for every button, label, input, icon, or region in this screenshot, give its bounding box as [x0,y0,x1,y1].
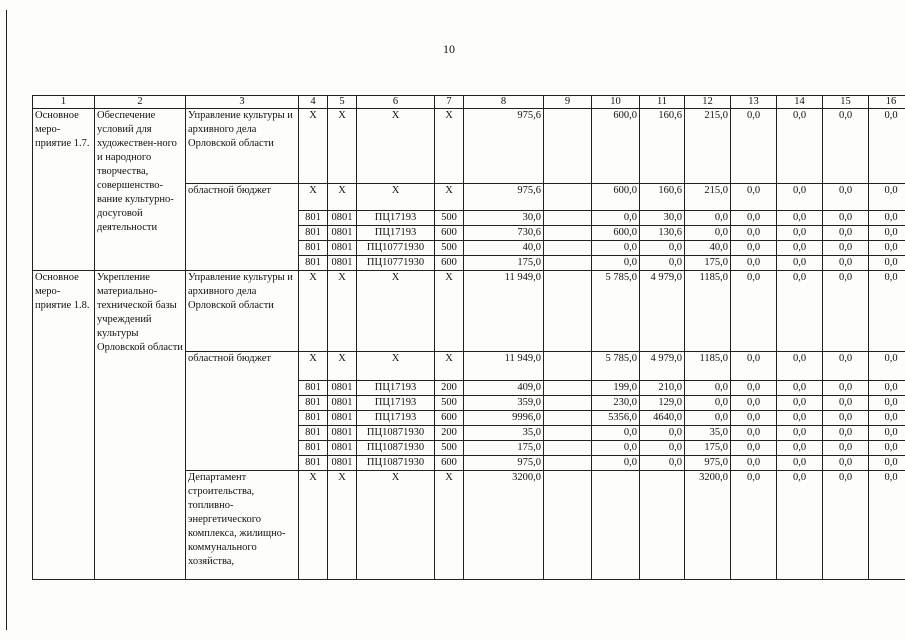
table-cell: 5356,0 [592,411,640,426]
table-cell: 215,0 [685,109,731,184]
table-cell: 801 [299,226,328,241]
table-cell: 0,0 [869,456,905,471]
table-cell: 3200,0 [685,471,731,580]
executor-name: Управление культуры и архивного дела Орловской области [186,271,299,352]
table-cell: X [357,352,435,381]
table-cell: 0801 [328,381,357,396]
activity-description: Укрепление материально-технической базы учреждений культуры Орловской области [95,271,186,580]
table-cell: 0,0 [823,441,869,456]
table-cell: 35,0 [464,426,544,441]
table-cell: 130,6 [640,226,685,241]
table-cell: 0,0 [731,381,777,396]
table-cell: 230,0 [592,396,640,411]
table-cell: 0,0 [823,396,869,411]
table-cell: X [328,471,357,580]
budget-table [32,95,905,580]
table-cell: 4 979,0 [640,271,685,352]
table-cell: 0,0 [731,471,777,580]
table-cell: 4640,0 [640,411,685,426]
column-number: 9 [544,96,592,109]
table-cell: 0,0 [640,241,685,256]
table-cell: 0,0 [823,211,869,226]
table-cell: 40,0 [685,241,731,256]
table-cell: 975,0 [464,456,544,471]
table-cell: 0,0 [731,456,777,471]
table-cell: ПЦ17193 [357,411,435,426]
table-cell: X [357,471,435,580]
executor-name: Департамент строительства, топливно-энергетического комплекса, жилищно-коммунального хозяйства, [186,471,299,580]
table-cell: X [328,109,357,184]
table-cell [544,456,592,471]
table-cell: ПЦ10871930 [357,426,435,441]
table-cell: 30,0 [464,211,544,226]
table-cell: 200 [435,426,464,441]
activity-label: Основное меро-приятие 1.8. [33,271,95,580]
table-cell: ПЦ17193 [357,381,435,396]
table-cell: ПЦ17193 [357,226,435,241]
table-cell: X [435,271,464,352]
table-cell: 11 949,0 [464,271,544,352]
table-cell: 0801 [328,441,357,456]
table-cell: 175,0 [464,441,544,456]
table-cell: 0,0 [592,241,640,256]
table-cell: 600 [435,226,464,241]
table-cell: 0,0 [592,211,640,226]
table-cell: 0,0 [731,271,777,352]
table-cell: 0,0 [869,426,905,441]
table-cell: 0,0 [869,352,905,381]
table-cell: 0,0 [777,184,823,211]
column-number: 3 [186,96,299,109]
table-cell: 0,0 [685,411,731,426]
table-cell: 160,6 [640,184,685,211]
table-cell: 801 [299,241,328,256]
table-cell: 0,0 [777,426,823,441]
table-cell: 0,0 [869,211,905,226]
table-cell: 0,0 [869,226,905,241]
column-number: 13 [731,96,777,109]
table-cell: ПЦ10871930 [357,456,435,471]
table-cell: X [357,271,435,352]
table-cell: 359,0 [464,396,544,411]
column-number: 15 [823,96,869,109]
table-cell [544,471,592,580]
table-cell: 175,0 [685,256,731,271]
table-cell [544,381,592,396]
table-cell: 0,0 [869,381,905,396]
table-cell: 0,0 [731,441,777,456]
table-cell: ПЦ10771930 [357,241,435,256]
table-cell: 975,6 [464,109,544,184]
table-cell: 0,0 [823,426,869,441]
table-cell: 200 [435,381,464,396]
table-cell: 0,0 [592,456,640,471]
table-cell: X [357,184,435,211]
column-number: 14 [777,96,823,109]
table-cell: X [435,184,464,211]
table-cell: 11 949,0 [464,352,544,381]
table-cell: 409,0 [464,381,544,396]
table-cell: X [328,184,357,211]
table-cell: 0,0 [731,256,777,271]
table-cell: 9996,0 [464,411,544,426]
table-cell: 0,0 [869,411,905,426]
table-cell [544,426,592,441]
table-cell: 0,0 [685,211,731,226]
table-cell [544,441,592,456]
table-cell: 801 [299,411,328,426]
table-cell: 0,0 [823,456,869,471]
table-cell: 801 [299,256,328,271]
table-cell: 5 785,0 [592,352,640,381]
table-cell: 801 [299,381,328,396]
table-cell: 0801 [328,396,357,411]
table-cell: 600 [435,256,464,271]
table-cell: 0,0 [731,396,777,411]
table-cell: 0,0 [731,211,777,226]
table-cell: 0,0 [685,381,731,396]
table-cell: 975,6 [464,184,544,211]
table-cell: 0,0 [731,352,777,381]
table-cell: 0,0 [823,381,869,396]
page-edge-line [6,10,7,630]
budget-source: областной бюджет [186,184,299,271]
column-number: 7 [435,96,464,109]
table-cell: 0,0 [777,241,823,256]
column-number: 4 [299,96,328,109]
column-number: 12 [685,96,731,109]
table-cell: 0,0 [777,226,823,241]
table-cell: X [357,109,435,184]
table-cell: 0,0 [777,441,823,456]
table-cell: 210,0 [640,381,685,396]
table-cell: 0801 [328,226,357,241]
table-cell: 0,0 [592,256,640,271]
table-cell: 0,0 [777,396,823,411]
table-cell: ПЦ17193 [357,396,435,411]
table-cell [544,256,592,271]
column-number: 10 [592,96,640,109]
table-cell [592,471,640,580]
table-cell: 0,0 [869,271,905,352]
table-cell: 175,0 [685,441,731,456]
table-cell: 0,0 [777,271,823,352]
table-cell: 600,0 [592,109,640,184]
table-cell: 0,0 [731,184,777,211]
table-cell [544,109,592,184]
table-cell: ПЦ17193 [357,211,435,226]
table-cell: 600,0 [592,184,640,211]
table-cell [544,211,592,226]
table-cell: 0,0 [731,226,777,241]
column-number: 11 [640,96,685,109]
table-cell: 0,0 [823,352,869,381]
page-number: 10 [443,42,455,56]
table-cell: 0,0 [823,184,869,211]
table-cell: 500 [435,211,464,226]
table-cell: 0,0 [640,441,685,456]
table-cell: 0,0 [869,109,905,184]
column-number: 5 [328,96,357,109]
table-cell: 0,0 [777,381,823,396]
executor-name: Управление культуры и архивного дела Орловской области [186,109,299,184]
table-cell: 801 [299,211,328,226]
table-cell: 0,0 [823,471,869,580]
table-cell: 175,0 [464,256,544,271]
column-number: 8 [464,96,544,109]
table-cell: 500 [435,241,464,256]
activity-label: Основное меро-приятие 1.7. [33,109,95,271]
table-cell: 0,0 [777,256,823,271]
table-cell: X [299,271,328,352]
table-cell: 0,0 [823,109,869,184]
table-cell: 801 [299,441,328,456]
table-cell: 0,0 [777,471,823,580]
table-cell: 600,0 [592,226,640,241]
table-cell: 0,0 [823,411,869,426]
column-number: 1 [33,96,95,109]
activity-description: Обеспечение условий для художествен-ного и народного творчества, совершенство-вание культурно-досуговой деятельности [95,109,186,271]
table-cell: 0801 [328,411,357,426]
table-cell [544,271,592,352]
table-cell: 0,0 [777,456,823,471]
table-cell: 0,0 [640,256,685,271]
table-cell [544,241,592,256]
table-cell: 600 [435,411,464,426]
table-cell: X [299,184,328,211]
table-cell: 0801 [328,426,357,441]
table-cell: ПЦ10871930 [357,441,435,456]
table-cell: 1185,0 [685,271,731,352]
table-cell: 0,0 [640,456,685,471]
table-cell: 160,6 [640,109,685,184]
table-cell: 0,0 [640,426,685,441]
table-cell: X [328,352,357,381]
table-cell: X [435,109,464,184]
table-row [33,109,905,184]
column-number: 2 [95,96,186,109]
table-cell: 975,0 [685,456,731,471]
table-cell: 0,0 [777,411,823,426]
table-cell: 0,0 [777,352,823,381]
table-cell: 1185,0 [685,352,731,381]
table-cell: 35,0 [685,426,731,441]
column-number: 6 [357,96,435,109]
table-cell: 0,0 [823,271,869,352]
table-cell: 0,0 [869,241,905,256]
table-cell: X [435,471,464,580]
table-cell: 0,0 [592,426,640,441]
table-cell: 0,0 [777,211,823,226]
table-cell: 199,0 [592,381,640,396]
table-cell: 0,0 [592,441,640,456]
table-cell: X [299,109,328,184]
table-cell [544,226,592,241]
table-cell: 0,0 [823,256,869,271]
table-cell: 0,0 [823,241,869,256]
table-cell: 600 [435,456,464,471]
table-cell: 0801 [328,256,357,271]
table-cell: 0,0 [685,226,731,241]
table-cell: 801 [299,396,328,411]
table-cell: 801 [299,426,328,441]
table-cell: 0,0 [685,396,731,411]
table-body [33,96,905,580]
table-cell: 0,0 [731,241,777,256]
column-number-row [33,96,905,109]
table-cell: 3200,0 [464,471,544,580]
table-cell: 0,0 [869,471,905,580]
table-cell [640,471,685,580]
table-cell: ПЦ10771930 [357,256,435,271]
table-cell: 0801 [328,241,357,256]
table-cell: X [299,352,328,381]
table-cell: 0,0 [869,441,905,456]
table-cell: 0,0 [823,226,869,241]
table-cell: 0,0 [869,256,905,271]
budget-source: областной бюджет [186,352,299,471]
table-cell: X [328,271,357,352]
table-cell: 500 [435,396,464,411]
table-cell: 0,0 [731,426,777,441]
table-cell: 4 979,0 [640,352,685,381]
table-cell [544,411,592,426]
table-cell: 0801 [328,211,357,226]
table-cell: 215,0 [685,184,731,211]
table-cell: 0,0 [777,109,823,184]
table-cell [544,352,592,381]
table-cell: 129,0 [640,396,685,411]
table-cell [544,184,592,211]
table-cell: X [435,352,464,381]
table-cell: 0,0 [869,396,905,411]
table-cell [544,396,592,411]
table-cell: 40,0 [464,241,544,256]
table-cell: 5 785,0 [592,271,640,352]
table-cell: 500 [435,441,464,456]
table-cell: 0,0 [731,109,777,184]
table-cell: 0801 [328,456,357,471]
table-cell: 730,6 [464,226,544,241]
table-cell: X [299,471,328,580]
table-cell: 801 [299,456,328,471]
column-number: 16 [869,96,905,109]
table-row [33,271,905,352]
table-cell: 30,0 [640,211,685,226]
table-cell: 0,0 [731,411,777,426]
table-cell: 0,0 [869,184,905,211]
